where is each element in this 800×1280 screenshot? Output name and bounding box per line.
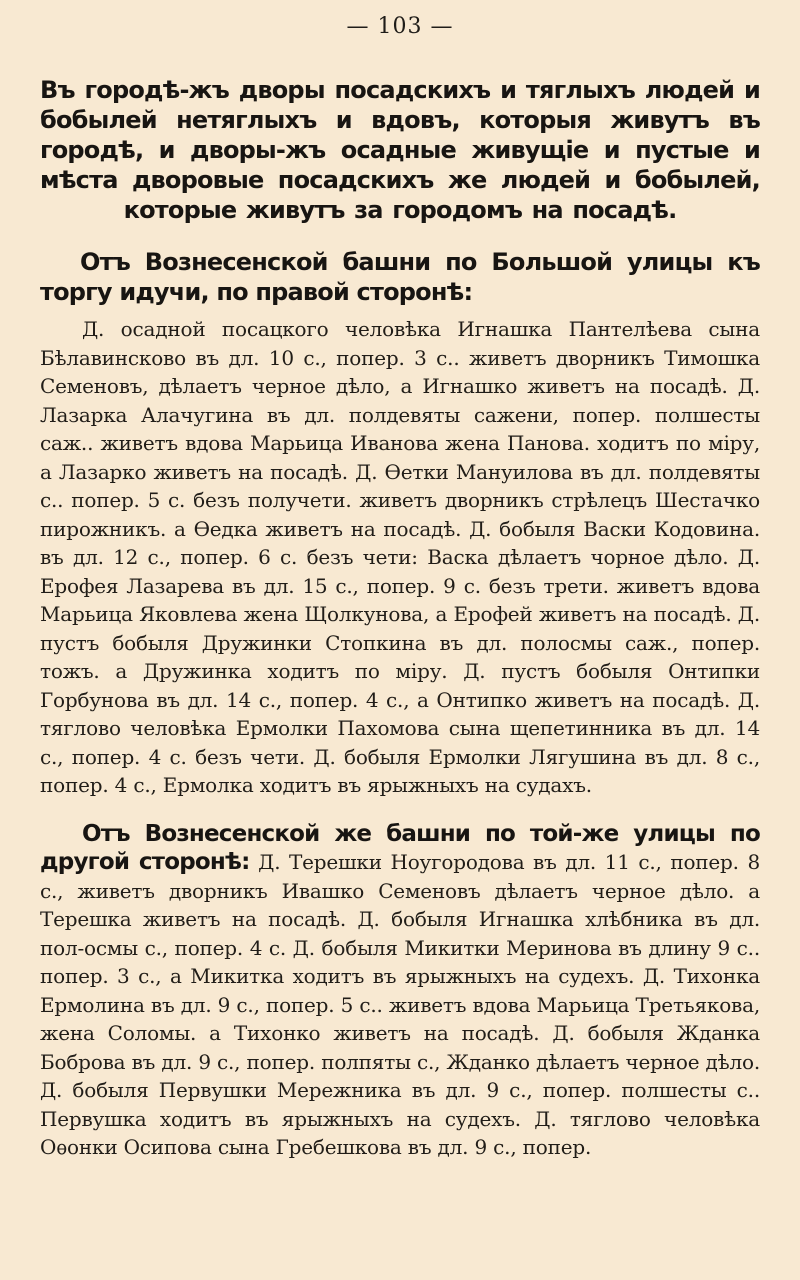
- body-paragraph-other-side: [40, 820, 760, 1162]
- main-heading: Въ городѣ-жъ дворы посадскихъ и тяглыхъ людей и бобылей нетяглыхъ и вдовъ, которыя живутъ въ городѣ, и дворы-жъ осадные живущіе и пустые и мѣста дворовые посадскихъ же людей и бобылей, которые живутъ за городомъ на посадѣ.: [40, 76, 760, 224]
- paragraph-body-text: Д. Терешки Ноугородова въ дл. 11 с., попер. 8 с., живетъ дворникъ Ивашко Семеновъ дѣлаетъ черное дѣло. а Терешка живетъ на посадѣ. Д. бобыля Игнашка хлѣбника въ дл. пол-осмы с., попер. 4 с. Д. бобыля Микитки Меринова въ длину 9 с.. попер. 3 с., а Микитка ходитъ въ ярыжныхъ на судехъ. Д. Тихонка Ермолина въ дл. 9 с., попер. 5 с.. живетъ вдова Марьица Третьякова, жена Соломы. а Тихонко живетъ на посадѣ. Д. бобыля Жданка Боброва въ дл. 9 с., попер. полпяты с., Жданко дѣлаетъ черное дѣло. Д. бобыля Первушки Мережника въ дл. 9 с., попер. полшесты с.. Первушка ходитъ въ ярыжныхъ на судехъ. Д. тяглово человѣка Оѳонки Осипова сына Гребешкова въ дл. 9 с., попер.: [40, 850, 760, 1159]
- section-subheading: Отъ Вознесенской башни по Большой улицы къ торгу идучи, по правой сторонѣ:: [40, 248, 760, 306]
- page-number: — 103 —: [346, 14, 454, 39]
- paragraph-lead-subheading: Отъ Вознесенской же башни по той-же улицы по другой сторонѣ:: [40, 820, 760, 875]
- body-paragraph-right-side: Д. осадной посацкого человѣка Игнашка Пантелѣева сына Бѣлавинсково въ дл. 10 с., попер. 3 с.. живетъ дворникъ Тимошка Семеновъ, дѣлаетъ черное дѣло, а Игнашко живетъ на посадѣ. Д. Лазарка Алачугина въ дл. полдевяты сажени, попер. полшесты саж.. живетъ вдова Марьица Иванова жена Панова. ходитъ по міру, а Лазарко живетъ на посадѣ. Д. Ѳетки Мануилова въ дл. полдевяты с.. попер. 5 с. безъ получети. живетъ дворникъ стрѣлецъ Шестачко пирожникъ. а Ѳедка живетъ на посадѣ. Д. бобыля Васки Кодовина. въ дл. 12 с., попер. 6 с. безъ чети: Васка дѣлаетъ чорное дѣло. Д. Ерофея Лазарева въ дл. 15 с., попер. 9 с. безъ трети. живетъ вдова Марьица Яковлева жена Щолкунова, а Ерофей живетъ на посадѣ. Д. пустъ бобыля Дружинки Стопкина въ дл. полосмы саж., попер. тожъ. а Дружинка ходитъ по міру. Д. пустъ бобыля Онтипки Горбунова въ дл. 14 с., попер. 4 с., а Онтипко живетъ на посадѣ. Д. тяглово человѣка Ермолки Пахомова сына щепетинника въ дл. 14 с., попер. 4 с. безъ чети. Д. бобыля Ермолки Лягушина въ дл. 8 с., попер. 4 с., Ермолка ходитъ въ ярыжныхъ на судахъ.: [40, 317, 760, 797]
